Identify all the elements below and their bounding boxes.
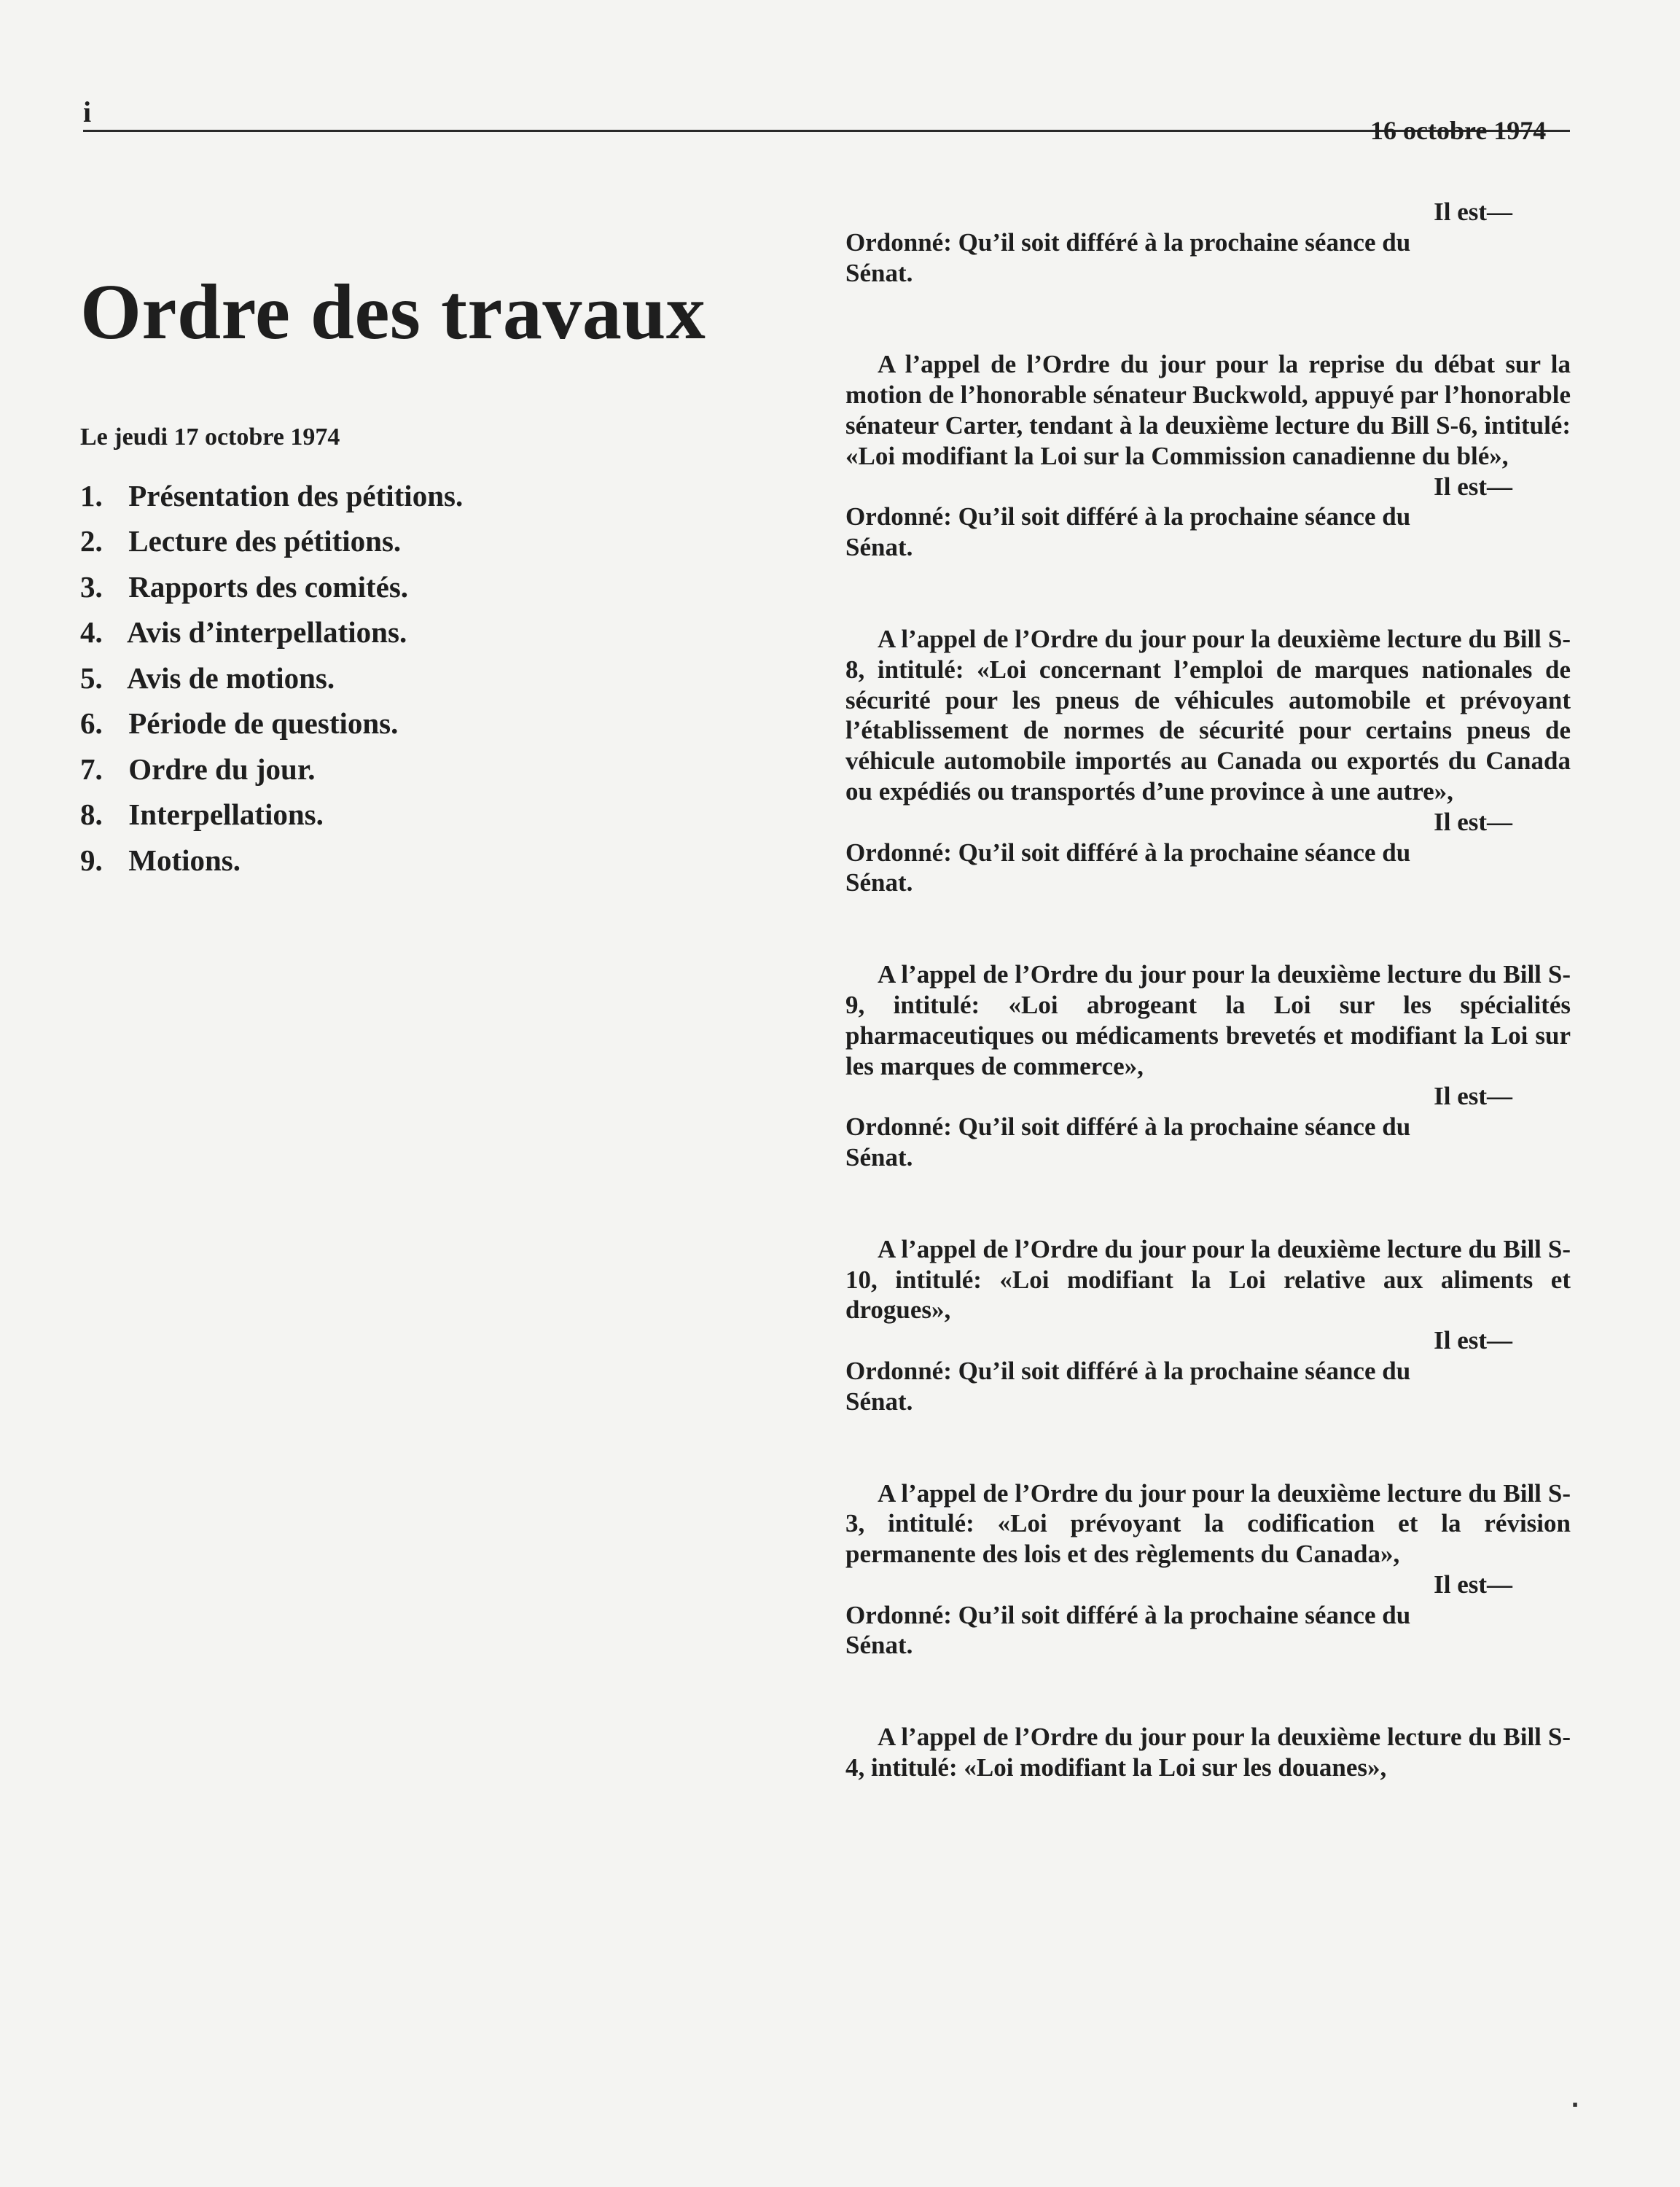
- proceeding-paragraph: [845, 1234, 1571, 1325]
- ordonne-line: Ordonné: Qu’il soit différé à la prochaine séance du: [845, 502, 1411, 531]
- il-est-line: Il est—: [1434, 807, 1512, 836]
- proceeding-paragraph: [845, 349, 1571, 471]
- proceeding-text: A l’appel de l’Ordre du jour pour la reprise du débat sur la motion de l’honorable sénateur Buckwold, appuyé par l’honorable sénateur Carter, tendant à la deuxième lecture du Bill S-6, intitulé: «Loi modifiant la Loi sur la Commission canadienne du blé»,: [845, 350, 1571, 470]
- agenda-item: [80, 701, 824, 746]
- agenda-item-number: 5.: [80, 660, 103, 695]
- ordonne-line: Ordonné: Qu’il soit différé à la prochaine séance du: [845, 838, 1411, 867]
- agenda-item-label: Lecture des pétitions.: [128, 524, 402, 558]
- print-speck: ▪: [1572, 2095, 1578, 2113]
- proceeding-text: A l’appel de l’Ordre du jour pour la deuxième lecture du Bill S-9, intitulé: «Loi abrogeant la Loi sur les spécialités pharmaceutiques ou médicaments brevetés et modifiant la Loi sur les marques de commerce»,: [845, 960, 1571, 1080]
- il-est-line: Il est—: [1434, 1082, 1512, 1111]
- proceeding-block: [845, 197, 1571, 288]
- il-est-line: Il est—: [1434, 198, 1512, 226]
- ordonne-tail: Sénat.: [845, 533, 913, 562]
- ordonne-tail: Sénat.: [845, 1142, 913, 1172]
- agenda-item-label: Interpellations.: [128, 798, 324, 832]
- proceeding-block: [845, 1234, 1571, 1417]
- agenda-item: [80, 564, 824, 610]
- agenda-item-number: 7.: [80, 752, 103, 786]
- proceeding-block: [845, 959, 1571, 1173]
- ordonne-tail: Sénat.: [845, 1387, 913, 1416]
- ordonne-tail: Sénat.: [845, 1631, 913, 1660]
- agenda-item-label: Période de questions.: [128, 706, 399, 741]
- agenda-item-number: 6.: [80, 706, 103, 741]
- ordonne-line: Ordonné: Qu’il soit différé à la prochaine séance du: [845, 1356, 1411, 1385]
- proceeding-block: [845, 349, 1571, 563]
- agenda-item-number: 8.: [80, 798, 103, 832]
- il-est-line: Il est—: [1434, 1326, 1512, 1355]
- agenda-list: [80, 473, 824, 884]
- agenda-item: [80, 792, 824, 838]
- agenda-item-number: 1.: [80, 478, 103, 512]
- proceeding-block: [845, 624, 1571, 898]
- proceeding-text: A l’appel de l’Ordre du jour pour la deuxième lecture du Bill S-3, intitulé: «Loi prévoyant la codification et la révision permanente des lois et des règlements du Canada»,: [845, 1478, 1571, 1569]
- proceeding-paragraph: [845, 1478, 1571, 1570]
- proceeding-paragraph: [845, 624, 1571, 807]
- agenda-item-number: 4.: [80, 615, 103, 650]
- proceedings-column: [845, 197, 1571, 1783]
- agenda-item: [80, 838, 824, 884]
- ordonne-line: Ordonné: Qu’il soit différé à la prochaine séance du: [845, 1600, 1411, 1629]
- il-est-line: Il est—: [1434, 1570, 1512, 1599]
- agenda-item: [80, 518, 824, 564]
- header-date: 16 octobre 1974: [1370, 116, 1547, 145]
- ordonne-tail: Sénat.: [845, 868, 913, 897]
- proceeding-paragraph: [845, 1722, 1571, 1783]
- proceeding-text: A l’appel de l’Ordre du jour pour la deuxième lecture du Bill S-8, intitulé: «Loi concernant l’emploi de marques nationales de sécurité pour les pneus de véhicules automobile et prévoyant l’établissement de normes de sécurité pour certains pneus de véhicule automobile importés au Canada ou exportés du Canada ou expédiés ou transportés d’une province à une autre»,: [845, 624, 1571, 806]
- agenda-item: [80, 655, 824, 701]
- il-est-line: Il est—: [1434, 472, 1512, 501]
- header-rule: [83, 130, 1570, 132]
- proceeding-paragraph: [845, 959, 1571, 1081]
- agenda-item: [80, 746, 824, 792]
- page-title: Ordre des travaux: [80, 269, 706, 356]
- proceeding-block: [845, 1722, 1571, 1783]
- agenda-item-label: Avis de motions.: [127, 660, 335, 695]
- agenda-item-label: Ordre du jour.: [128, 752, 316, 786]
- agenda-item-label: Avis d’interpellations.: [127, 615, 407, 650]
- agenda-item-number: 9.: [80, 843, 103, 877]
- page-folio: i: [83, 95, 92, 128]
- agenda-item-label: Présentation des pétitions.: [128, 478, 464, 512]
- agenda-item-number: 3.: [80, 569, 103, 604]
- agenda-item: [80, 609, 824, 655]
- sitting-date: Le jeudi 17 octobre 1974: [80, 423, 340, 451]
- proceeding-block: [845, 1478, 1571, 1661]
- agenda-item-number: 2.: [80, 524, 103, 558]
- ordonne-line: Ordonné: Qu’il soit différé à la prochaine séance du: [845, 227, 1411, 257]
- agenda-item: [80, 473, 824, 519]
- ordonne-tail: Sénat.: [845, 258, 913, 287]
- agenda-item-label: Motions.: [128, 843, 241, 877]
- order-of-business: [80, 270, 824, 883]
- proceeding-text: A l’appel de l’Ordre du jour pour la deuxième lecture du Bill S-10, intitulé: «Loi modifiant la Loi relative aux aliments et drogues»,: [845, 1234, 1571, 1325]
- agenda-item-label: Rapports des comités.: [128, 569, 409, 604]
- proceeding-text: A l’appel de l’Ordre du jour pour la deuxième lecture du Bill S-4, intitulé: «Loi modifiant la Loi sur les douanes»,: [845, 1723, 1571, 1782]
- ordonne-line: Ordonné: Qu’il soit différé à la prochaine séance du: [845, 1112, 1411, 1142]
